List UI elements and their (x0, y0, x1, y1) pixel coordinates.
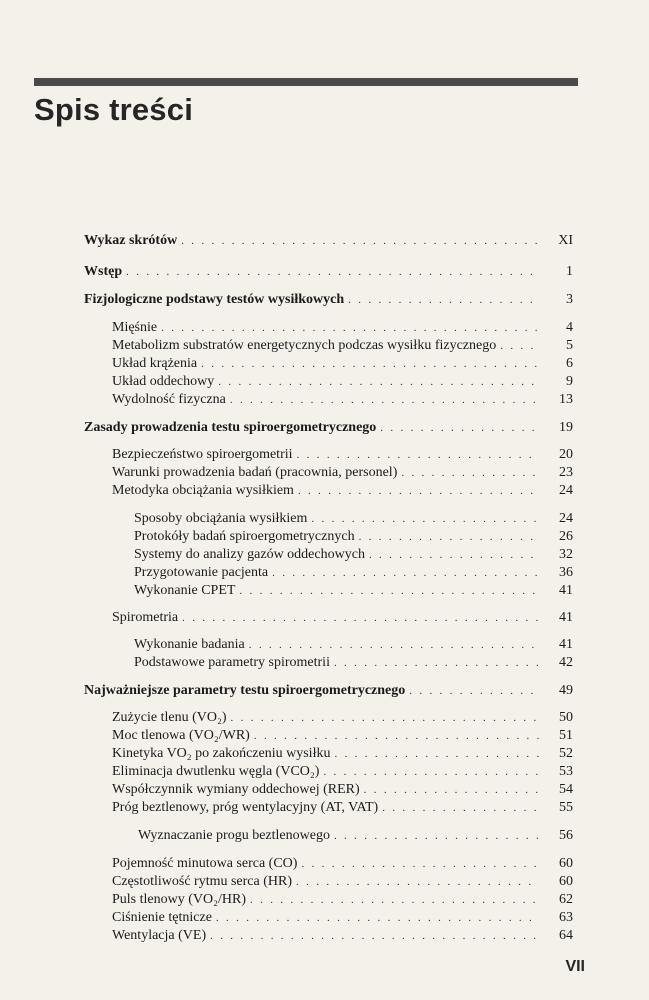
dot-leader (296, 873, 539, 891)
toc-entry (112, 391, 573, 409)
toc-entry-page: 54 (559, 782, 573, 797)
dot-leader (348, 291, 539, 309)
toc-entry-label: Spirometria (112, 610, 179, 625)
toc-entry-label: Protokóły badań spiroergometrycznych (134, 529, 355, 544)
toc-entry (112, 709, 573, 727)
toc-entry-label: Częstotliwość rytmu serca (HR) (112, 874, 293, 889)
toc-entry-label: Metabolizm substratów energetycznych podczas wysiłku fizycznego (112, 338, 497, 353)
dot-leader (210, 927, 539, 945)
toc-entry (84, 232, 573, 250)
toc-entry-page: XI (558, 233, 573, 248)
toc-entry (134, 546, 573, 564)
toc-entry-page: 5 (566, 338, 573, 353)
dot-leader (298, 482, 539, 500)
toc-entry-label: Współczynnik wymiany oddechowej (RER) (112, 782, 360, 797)
dot-leader (249, 636, 539, 654)
toc-entry-page: 49 (559, 683, 573, 698)
toc-entry-label: Układ oddechowy (112, 374, 215, 389)
dot-leader (272, 564, 539, 582)
toc-entry-page: 56 (559, 828, 573, 843)
toc-entry-page: 1 (566, 264, 573, 279)
toc-entry-label: Metodyka obciążania wysiłkiem (112, 483, 294, 498)
dot-leader (334, 654, 539, 672)
toc-entry-label: Kinetyka VO₂ po zakończeniu wysiłku (112, 746, 331, 761)
toc-entry-page: 41 (559, 583, 573, 598)
dot-leader (297, 446, 539, 464)
toc-entry-page: 50 (559, 710, 573, 725)
dot-leader (359, 528, 539, 546)
toc-entry (84, 419, 573, 437)
toc-entry (134, 564, 573, 582)
toc-entry-page: 24 (559, 483, 573, 498)
toc-entry-label: Fizjologiczne podstawy testów wysiłkowych (84, 292, 345, 307)
toc-entry (112, 464, 573, 482)
toc-entry-page: 60 (559, 856, 573, 871)
dot-leader (182, 609, 539, 627)
toc-entry (112, 319, 573, 337)
toc-entry-label: Wstęp (84, 264, 123, 279)
dot-leader (409, 682, 539, 700)
dot-leader (382, 799, 539, 817)
toc-entry-page: 60 (559, 874, 573, 889)
toc-entry-page: 6 (566, 356, 573, 371)
toc-entry-page: 23 (559, 465, 573, 480)
toc-entry-page: 9 (566, 374, 573, 389)
dot-leader (216, 909, 539, 927)
toc-entry (134, 510, 573, 528)
dot-leader (364, 781, 539, 799)
toc-entry (112, 745, 573, 763)
dot-leader (323, 763, 539, 781)
toc-entry-label: Wykonanie badania (134, 637, 245, 652)
dot-leader (250, 891, 539, 909)
dot-leader (230, 391, 539, 409)
toc-entry (134, 528, 573, 546)
toc-entry (112, 446, 573, 464)
toc-entry (112, 355, 573, 373)
toc-entry-label: Wydolność fizyczna (112, 392, 226, 407)
dot-leader (311, 510, 539, 528)
toc-entry-label: Przygotowanie pacjenta (134, 565, 269, 580)
toc-entry-page: 51 (559, 728, 573, 743)
toc-entry (112, 909, 573, 927)
toc-entry-page: 41 (559, 610, 573, 625)
toc-entry (112, 855, 573, 873)
toc-entry-page: 4 (566, 320, 573, 335)
toc-entry (112, 891, 573, 909)
toc-entry-label: Wentylacja (VE) (112, 928, 207, 943)
toc-entry-label: Ciśnienie tętnicze (112, 910, 212, 925)
dot-leader (334, 745, 539, 763)
toc-entry (134, 582, 573, 600)
dot-leader (239, 582, 539, 600)
toc-entry-label: Puls tlenowy (VO₂/HR) (112, 892, 246, 907)
toc-entry-label: Warunki prowadzenia badań (pracownia, personel) (112, 465, 398, 480)
toc-entry (112, 781, 573, 799)
toc-entry-label: Próg beztlenowy, próg wentylacyjny (AT, VAT) (112, 800, 379, 815)
dot-leader (231, 709, 539, 727)
dot-leader (500, 337, 539, 355)
toc-entry (112, 927, 573, 945)
toc-entry-page: 32 (559, 547, 573, 562)
toc-entry (112, 337, 573, 355)
dot-leader (401, 464, 539, 482)
toc-entry-page: 52 (559, 746, 573, 761)
dot-leader (369, 546, 539, 564)
toc-entry-page: 53 (559, 764, 573, 779)
toc-entry-label: Zużycie tlenu (VO₂) (112, 710, 227, 725)
toc-entry-page: 26 (559, 529, 573, 544)
toc-entry (134, 654, 573, 672)
dot-leader (380, 419, 539, 437)
toc-entry-page: 20 (559, 447, 573, 462)
toc-entry-label: Wyznaczanie progu beztlenowego (138, 828, 330, 843)
toc-entry-page: 55 (559, 800, 573, 815)
toc-entry-label: Pojemność minutowa serca (CO) (112, 856, 298, 871)
toc-entry-label: Eliminacja dwutlenku węgla (VCO₂) (112, 764, 320, 779)
dot-leader (254, 727, 539, 745)
toc-entry-label: Podstawowe parametry spirometrii (134, 655, 330, 670)
toc-entry-label: Układ krążenia (112, 356, 198, 371)
dot-leader (201, 355, 539, 373)
toc-entry-label: Wykaz skrótów (84, 233, 178, 248)
toc-entry (112, 609, 573, 627)
toc-entry-page: 24 (559, 511, 573, 526)
toc-entry (134, 636, 573, 654)
toc-entry-page: 19 (559, 420, 573, 435)
toc-entry (84, 263, 573, 281)
dot-leader (301, 855, 539, 873)
toc-entry-label: Moc tlenowa (VO₂/WR) (112, 728, 250, 743)
toc-entry-label: Najważniejsze parametry testu spiroergometrycznego (84, 683, 406, 698)
toc-entry-label: Sposoby obciążania wysiłkiem (134, 511, 308, 526)
toc-entry (112, 763, 573, 781)
toc-entry-page: 36 (559, 565, 573, 580)
toc-entry-label: Zasady prowadzenia testu spiroergometrycznego (84, 420, 377, 435)
toc-entry-page: 41 (559, 637, 573, 652)
toc-entry (112, 482, 573, 500)
toc-entry-page: 3 (566, 292, 573, 307)
toc-entry-label: Mięśnie (112, 320, 158, 335)
toc-entry-page: 62 (559, 892, 573, 907)
toc-entry (112, 799, 573, 817)
page-number: VII (565, 958, 585, 975)
dot-leader (218, 373, 539, 391)
toc-entry (112, 873, 573, 891)
toc-entry-page: 42 (559, 655, 573, 670)
toc-entry (84, 682, 573, 700)
toc-entry-page: 64 (559, 928, 573, 943)
toc-entry (138, 827, 573, 845)
dot-leader (334, 827, 539, 845)
toc-entry-label: Wykonanie CPET (134, 583, 236, 598)
page-title: Spis treści (34, 92, 194, 127)
toc-entry-label: Bezpieczeństwo spiroergometrii (112, 447, 293, 462)
toc-entry (84, 291, 573, 309)
dot-leader (161, 319, 539, 337)
toc-entry-label: Systemy do analizy gazów oddechowych (134, 547, 365, 562)
toc-entry (112, 373, 573, 391)
toc-entry-page: 13 (559, 392, 573, 407)
toc-entry-page: 63 (559, 910, 573, 925)
toc-entry (112, 727, 573, 745)
dot-leader (126, 263, 539, 281)
dot-leader (181, 232, 539, 250)
